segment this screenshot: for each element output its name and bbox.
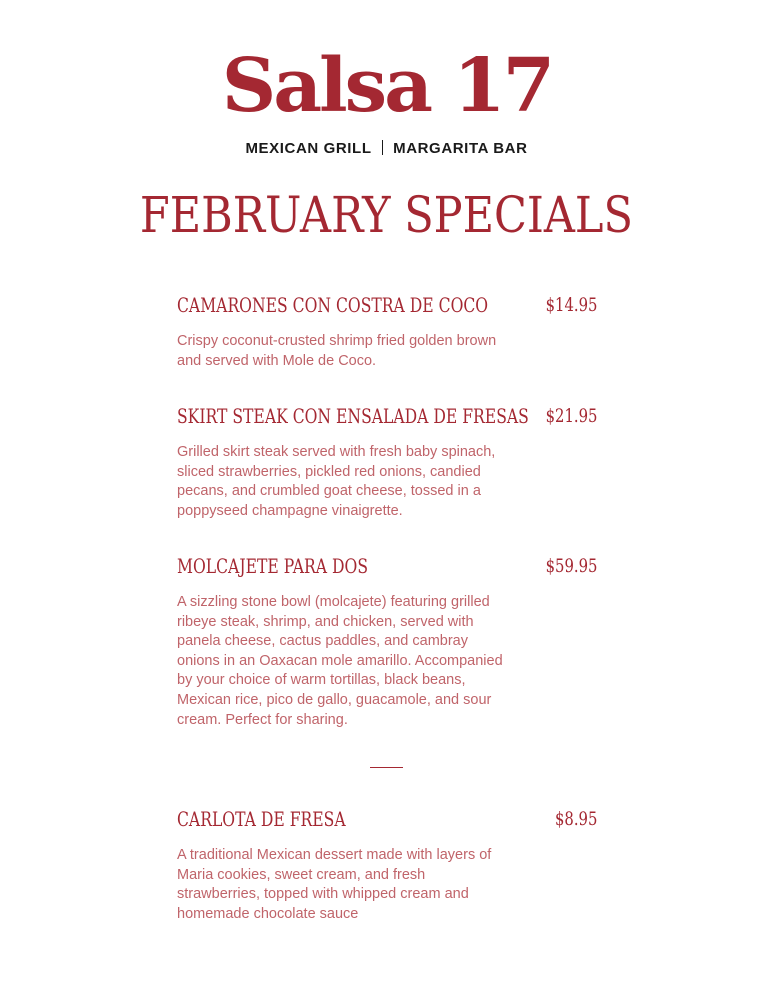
brand-tagline	[0, 140, 773, 157]
menu-item-description: Grilled skirt steak served with fresh baby spinach, sliced strawberries, pickled red onions, candied pecans, and crumbled goat cheese, tossed in a poppyseed champagne vinaigrette.	[177, 444, 496, 519]
brand-name: Salsa 17	[221, 43, 552, 129]
menu-item-description: A sizzling stone bowl (molcajete) featuring grilled ribeye steak, shrimp, and chicken, served with panela cheese, cactus paddles, and cambray onions in an Oaxacan mole amarillo. Accompanied by your choice of warm tortillas, black beans, Mexican rice, pico de gallo, guacamole, and sour cream. Perfect for sharing.	[177, 594, 503, 728]
menu-item-description: A traditional Mexican dessert made with layers of Maria cookies, sweet cream, and fresh strawberries, topped with whipped cream and homemade chocolate sauce	[177, 847, 492, 922]
menu-item-name: CARLOTA DE FRESA	[177, 807, 346, 831]
menu-item-price: $59.95	[545, 555, 597, 577]
section-divider	[370, 767, 403, 768]
tagline-separator	[382, 140, 384, 155]
tagline-right: MARGARITA BAR	[393, 140, 528, 157]
menu-item-name: MOLCAJETE PARA DOS	[177, 554, 369, 578]
brand-logo	[0, 38, 773, 134]
menu-item-price: $21.95	[545, 405, 597, 427]
menu-item-price: $8.95	[554, 808, 597, 830]
menu-item-price: $14.95	[545, 294, 597, 316]
tagline-left: MEXICAN GRILL	[245, 140, 372, 157]
menu-item-name: SKIRT STEAK CON ENSALADA DE FRESAS	[177, 404, 529, 428]
menu-item-description: Crispy coconut-crusted shrimp fried golden brown and served with Mole de Coco.	[177, 333, 497, 369]
menu-item-name: CAMARONES CON COSTRA DE COCO	[177, 293, 489, 317]
page-title: FEBRUARY SPECIALS	[139, 186, 633, 244]
